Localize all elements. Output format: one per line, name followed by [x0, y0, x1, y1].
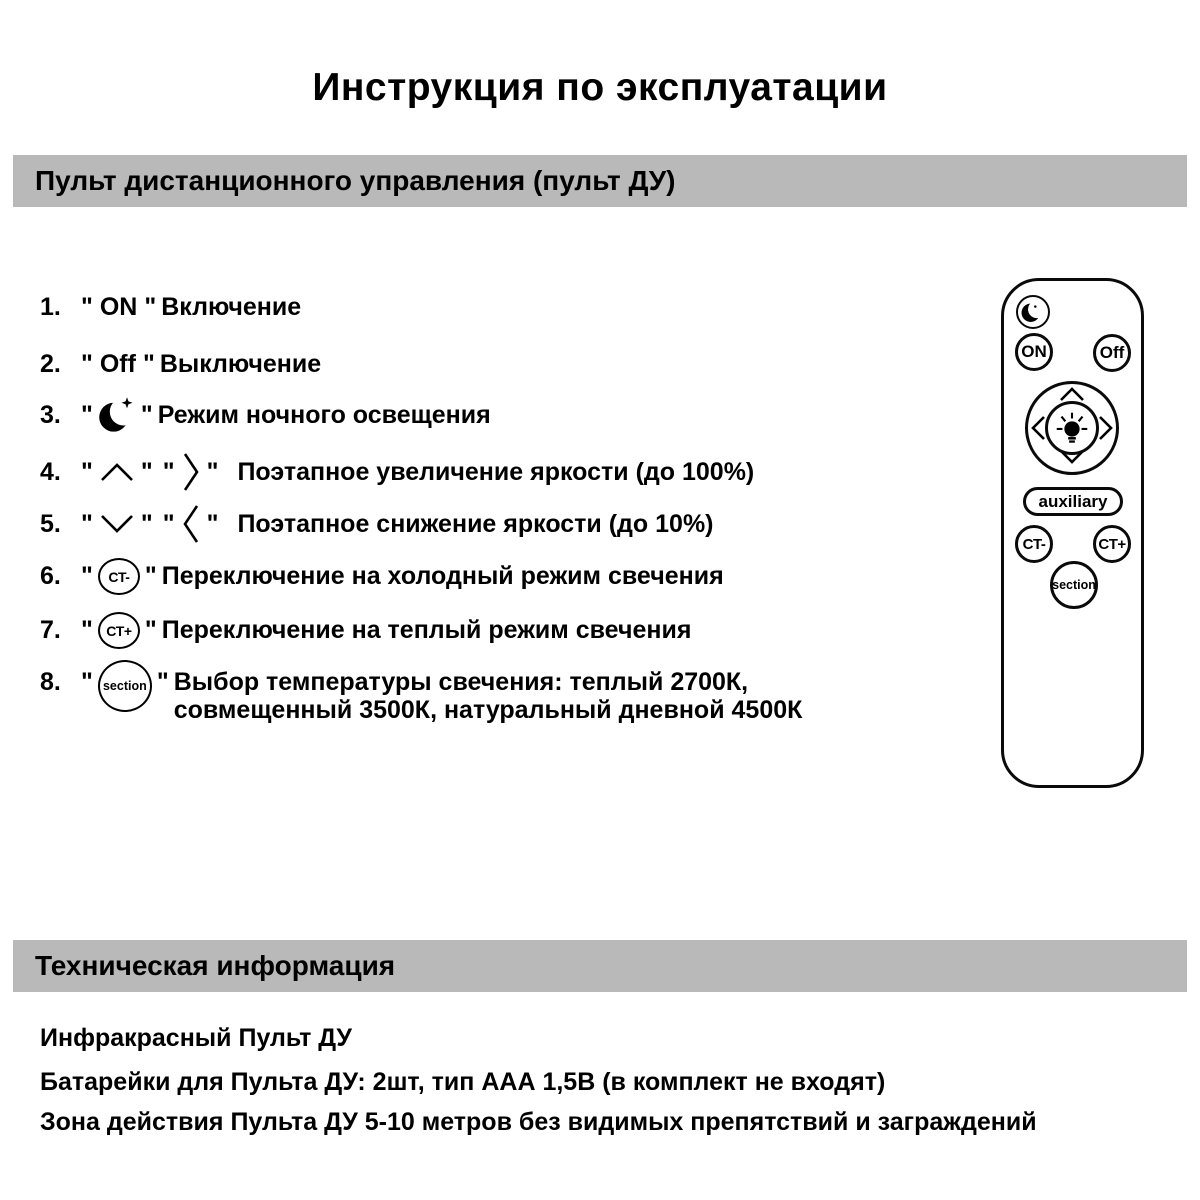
quote-mark: "	[144, 293, 157, 321]
moon-icon	[98, 395, 136, 435]
list-number: 7.	[40, 616, 61, 644]
section-header-remote	[13, 155, 1187, 207]
remote-auxiliary-button: auxiliary	[1023, 487, 1123, 516]
quote-mark: "	[140, 400, 153, 429]
quote-mark: "	[140, 509, 153, 538]
list-item-section	[40, 660, 802, 724]
tech-info-line-1: Инфракрасный Пульт ДУ	[40, 1024, 352, 1052]
quote-mark: "	[81, 668, 93, 696]
moon-icon	[1020, 299, 1046, 325]
remote-bulb-button	[1045, 401, 1099, 455]
list-text: Выключение	[159, 350, 322, 378]
list-item-warm-mode	[40, 612, 691, 649]
list-number: 1.	[40, 293, 61, 321]
quote-mark: "	[162, 509, 175, 538]
list-item-off	[40, 350, 321, 379]
on-label: ON	[99, 293, 138, 321]
remote-ct-plus-button: CT+	[1093, 525, 1131, 563]
remote-night-mode-button	[1016, 295, 1050, 329]
quote-mark: "	[81, 616, 93, 644]
light-bulb-icon	[1051, 407, 1093, 449]
quote-mark: "	[144, 562, 157, 590]
list-item-cold-mode	[40, 558, 724, 595]
list-text: Режим ночного освещения	[157, 400, 491, 429]
remote-on-button: ON	[1015, 333, 1053, 371]
list-item-night-mode	[40, 395, 491, 435]
list-text: Включение	[161, 293, 302, 321]
tech-info-line-3: Зона действия Пульта ДУ 5-10 метров без видимых препятствий и заграждений	[40, 1108, 1037, 1136]
brightness-left-chevron-icon	[180, 502, 202, 546]
quote-mark: "	[156, 668, 169, 696]
list-text-line2: совмещенный 3500К, натуральный дневной 4500К	[173, 696, 803, 724]
list-text: Переключение на теплый режим свечения	[161, 616, 692, 644]
ct-plus-icon: CT+	[98, 612, 140, 649]
quote-mark: "	[206, 509, 219, 538]
remote-dpad	[1025, 381, 1119, 475]
list-text: Поэтапное увеличение яркости (до 100%)	[237, 457, 755, 486]
list-text	[174, 668, 803, 724]
brightness-right-chevron-icon	[180, 450, 202, 494]
remote-section-button: section	[1050, 561, 1098, 609]
quote-mark: "	[140, 457, 153, 486]
list-text: Поэтапное снижение яркости (до 10%)	[237, 509, 714, 538]
tech-info-line-2: Батарейки для Пульта ДУ: 2шт, тип ААА 1,5В (в комплект не входят)	[40, 1068, 886, 1096]
quote-mark: "	[81, 400, 93, 429]
dpad-left-icon	[1031, 415, 1046, 446]
list-number: 6.	[40, 562, 61, 590]
list-item-brightness-up	[40, 450, 754, 494]
section-header-tech-label: Техническая информация	[35, 950, 396, 981]
ct-minus-icon: CT-	[98, 558, 140, 595]
quote-mark: "	[81, 350, 93, 378]
list-number: 5.	[40, 509, 61, 538]
list-number: 2.	[40, 350, 61, 378]
list-item-on	[40, 293, 301, 322]
remote-ct-minus-button: CT-	[1015, 525, 1053, 563]
section-header-remote-label: Пульт дистанционного управления (пульт ДУ)	[35, 165, 676, 196]
list-text: Переключение на холодный режим свечения	[161, 562, 724, 590]
section-header-tech	[13, 940, 1187, 992]
list-number: 3.	[40, 400, 61, 429]
quote-mark: "	[144, 616, 157, 644]
brightness-down-chevron-icon	[98, 512, 136, 536]
quote-mark: "	[81, 562, 93, 590]
quote-mark: "	[81, 457, 93, 486]
off-label: Off	[99, 350, 136, 378]
remote-control-illustration	[1001, 278, 1144, 788]
list-number: 8.	[40, 668, 61, 696]
section-icon: section	[98, 660, 152, 712]
list-text-line1: Выбор температуры свечения: теплый 2700К,	[173, 668, 749, 696]
quote-mark: "	[206, 457, 219, 486]
dpad-right-icon	[1098, 415, 1113, 446]
brightness-up-chevron-icon	[98, 460, 136, 484]
quote-mark: "	[142, 350, 155, 378]
remote-off-button: Off	[1093, 334, 1131, 372]
list-item-brightness-down	[40, 502, 714, 546]
quote-mark: "	[81, 509, 93, 538]
quote-mark: "	[81, 293, 93, 321]
list-number: 4.	[40, 457, 61, 486]
page-title: Инструкция по эксплуатации	[312, 66, 888, 109]
quote-mark: "	[162, 457, 175, 486]
